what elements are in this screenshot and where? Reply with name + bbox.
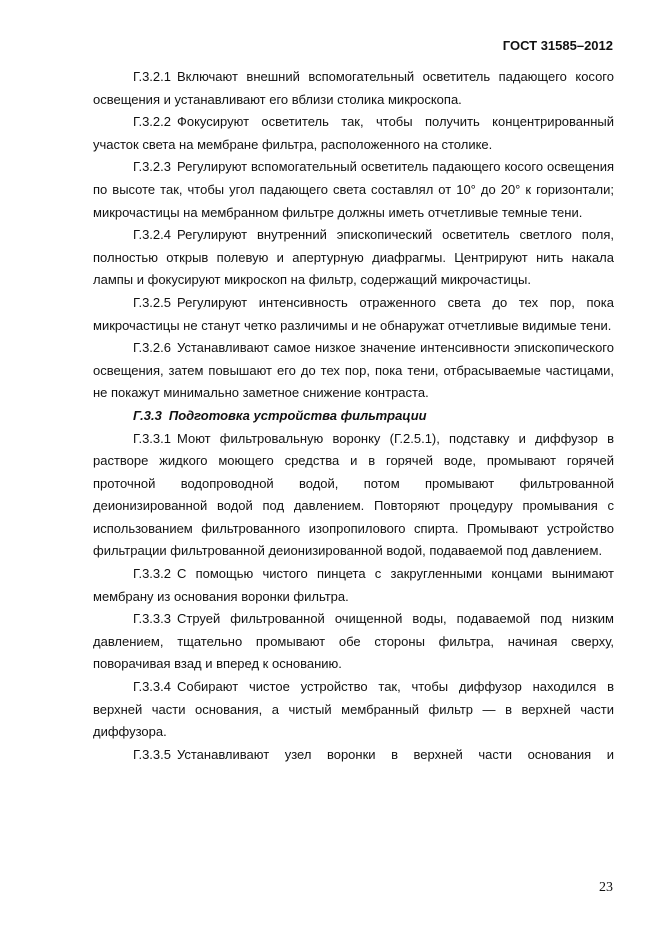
page-number: 23 [599,880,613,895]
paragraph [93,66,614,111]
paragraph [93,608,614,676]
clause-text: Регулируют интенсивность отраженного света до тех пор, пока микрочастицы не станут четко различимы и не обнаружат отчетливые видимые тени. [93,294,614,333]
clause-number: Г.3.2.1 [133,69,171,84]
clause-text: Струей фильтрованной очищенной воды, подаваемой под низким давлением, тщательно промывают обе стороны фильтра, начиная сверху, поворачивая взад и вперед к основанию. [93,611,614,672]
clause-number: Г.3.2.3 [133,159,171,175]
clause-text: С помощью чистого пинцета с закругленными концами вынимают мембрану из основания воронки фильтра. [93,566,614,604]
clause-number: Г.3.2.6 [133,340,171,356]
clause-number: Г.3.3.2 [133,566,171,582]
clause-number: Г.3.3.4 [133,679,171,695]
clause-text: Моют фильтровальную воронку (Г.2.5.1), подставку и диффузор в растворе жидкого моющего средства и в горячей воде, промывают горячей проточной водопроводной водой, потом промывают фильтрованной деионизированной водой под давлением. Повторяют процедуру промывания с использованием фильтрованного изопропилового спирта. Промывают устройство фильтрации фильтрованной деионизированной водой, подаваемой под давлением. [93,430,614,559]
clause-number: Г.3.2.4 [133,227,171,243]
paragraph [93,224,614,292]
section-heading [93,405,614,428]
paragraph [93,676,614,744]
body-text [93,66,614,766]
paragraph [93,156,614,224]
clause-text: Включают внешний вспомогательный осветитель падающего косого освещения и устанавливают его вблизи столика микроскопа. [93,69,614,107]
clause-text: Устанавливают узел воронки в верхней части основания и [176,746,614,762]
section-number: Г.3.3 [133,407,162,423]
clause-text: Устанавливают самое низкое значение интенсивности эпископического освещения, затем повышают его до тех пор, пока тени, отбрасываемые частицами, не покажут минимально заметное снижение контраста. [93,340,614,401]
section-title: Подготовка устройства фильтрации [168,407,427,423]
clause-text: Фокусируют осветитель так, чтобы получить концентрированный участок света на мембране фильтра, расположенного на столике. [93,114,614,152]
clause-number: Г.3.2.2 [133,114,171,130]
paragraph [93,428,614,564]
paragraph [93,111,614,156]
paragraph [93,744,614,767]
paragraph [93,337,614,405]
paragraph [93,563,614,608]
clause-text: Собирают чистое устройство так, чтобы диффузор находился в верхней части основания, а чистый мембранный фильтр — в верхней части диффузора. [93,679,614,740]
clause-number: Г.3.3.1 [133,430,171,446]
standard-code: ГОСТ 31585–2012 [502,38,613,53]
paragraph [93,292,614,337]
clause-number: Г.3.3.3 [133,611,171,627]
clause-number: Г.3.2.5 [133,294,171,310]
clause-text: Регулируют вспомогательный осветитель падающего косого освещения по высоте так, чтобы угол падающего света составлял от 10° до 20° к горизонтали; микрочастицы на мембранном фильтре должны иметь отчетливые темные тени. [93,159,614,220]
clause-text: Регулируют внутренний эпископический осветитель светлого поля, полностью открыв полевую и апертурную диафрагмы. Центрируют нить накала лампы и фокусируют микроскоп на фильтр, содержащий микрочастицы. [93,227,614,288]
clause-number: Г.3.3.5 [133,746,171,762]
